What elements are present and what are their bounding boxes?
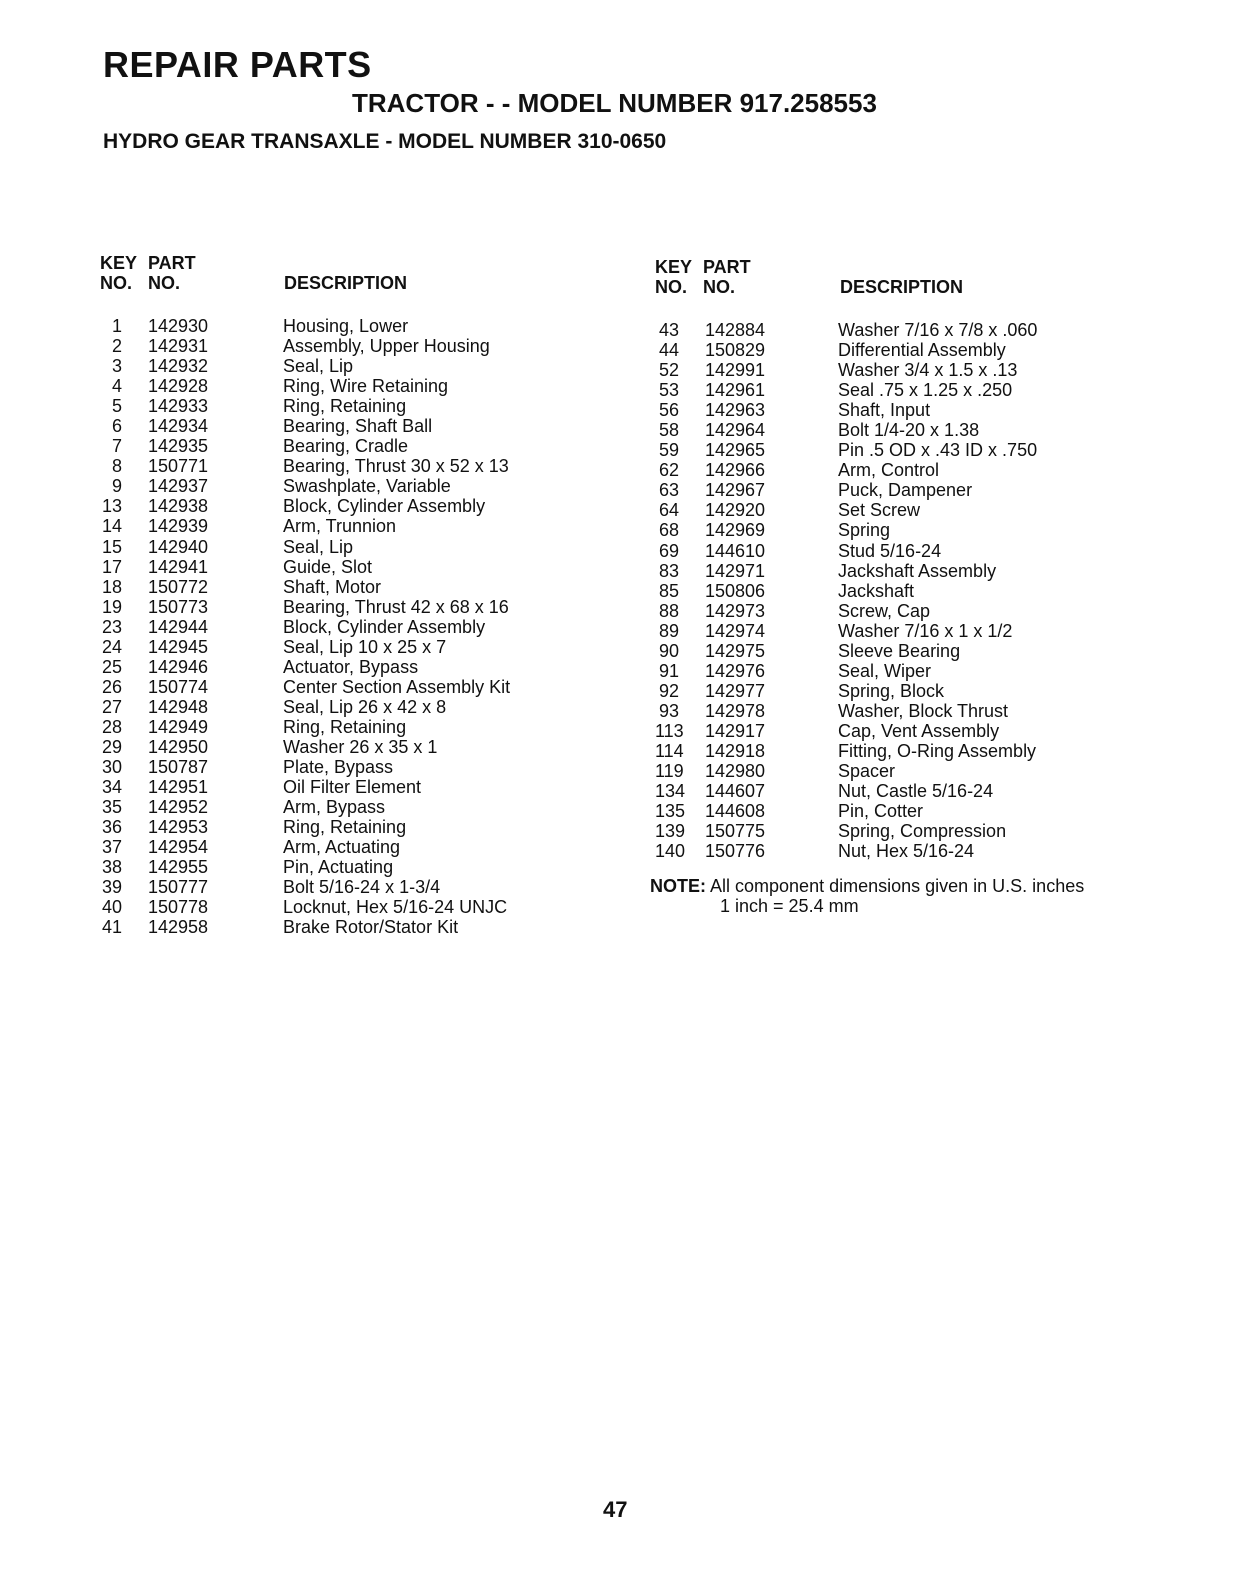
part-no-cell: 142954	[148, 837, 209, 858]
key-no-cell: 6	[111, 416, 122, 437]
key-no-cell: 139	[655, 821, 686, 842]
key-no-cell: 64	[658, 500, 679, 521]
description-cell: Bolt 5/16-24 x 1-3/4	[283, 877, 441, 898]
key-no-cell: 56	[658, 400, 679, 421]
description-cell: Spring	[838, 520, 891, 541]
description-cell: Swashplate, Variable	[283, 476, 451, 497]
key-no-cell: 2	[111, 336, 122, 357]
part-no-cell: 142966	[705, 460, 766, 481]
part-no-cell: 142946	[148, 656, 209, 677]
description-cell: Ring, Retaining	[283, 396, 407, 417]
key-header: KEY	[100, 253, 138, 273]
note-label: NOTE:	[650, 876, 706, 896]
part-no-header: NO.	[703, 277, 736, 297]
description-cell: Pin, Cotter	[838, 801, 924, 822]
dimensions-note	[650, 876, 1085, 916]
part-no-cell: 142920	[705, 500, 766, 521]
part-no-cell: 142964	[705, 420, 766, 441]
part-header: PART	[703, 257, 751, 277]
part-no-cell: 142917	[705, 720, 766, 741]
part-no-cell: 150829	[705, 340, 766, 361]
note-conversion: 1 inch = 25.4 mm	[720, 896, 859, 916]
key-no-cell: 38	[101, 857, 122, 878]
part-no-cell: 142884	[705, 320, 766, 340]
part-no-cell: 142976	[705, 660, 766, 681]
part-no-cell: 142974	[705, 620, 766, 641]
key-no-cell: 25	[101, 656, 122, 677]
part-no-cell: 142952	[148, 797, 209, 818]
key-no-cell: 13	[101, 496, 122, 517]
key-no-header: NO.	[100, 273, 133, 293]
key-no-cell: 119	[655, 761, 684, 782]
description-cell: Bearing, Shaft Ball	[283, 416, 433, 437]
description-cell: Oil Filter Element	[283, 777, 422, 798]
part-no-cell: 150787	[148, 757, 209, 778]
description-cell: Pin, Actuating	[283, 857, 394, 878]
part-no-cell: 142973	[705, 600, 766, 621]
description-cell: Bearing, Thrust 30 x 52 x 13	[283, 456, 509, 477]
key-no-cell: 9	[111, 476, 122, 497]
description-cell: Screw, Cap	[838, 600, 931, 621]
description-cell: Stud 5/16-24	[838, 540, 942, 561]
description-cell: Block, Cylinder Assembly	[283, 616, 486, 637]
key-no-cell: 24	[101, 636, 122, 657]
key-no-cell: 90	[658, 640, 679, 661]
key-no-cell: 26	[101, 676, 122, 697]
key-no-cell: 88	[658, 600, 679, 621]
key-no-cell: 39	[101, 877, 122, 898]
key-no-cell: 35	[101, 797, 122, 818]
description-cell: Housing, Lower	[283, 316, 409, 336]
key-no-cell: 89	[658, 620, 679, 641]
part-no-cell: 142941	[148, 556, 209, 577]
part-no-cell: 144607	[705, 781, 766, 802]
key-no-cell: 28	[101, 716, 122, 737]
part-no-cell: 142958	[148, 917, 209, 938]
description-cell: Spring, Compression	[838, 821, 1007, 842]
part-no-cell: 142930	[148, 316, 209, 336]
description-cell: Spring, Block	[838, 680, 945, 701]
page-title: REPAIR PARTS	[103, 44, 372, 85]
part-no-cell: 142932	[148, 356, 209, 377]
key-no-cell: 29	[101, 736, 122, 757]
key-no-cell: 114	[655, 740, 684, 761]
description-cell: Cap, Vent Assembly	[838, 720, 1000, 741]
key-no-cell: 17	[101, 556, 122, 577]
key-no-cell: 140	[655, 841, 686, 862]
description-header: DESCRIPTION	[284, 273, 408, 293]
part-no-cell: 142949	[148, 716, 209, 737]
description-cell: Seal, Lip 10 x 25 x 7	[283, 636, 447, 657]
description-cell: Differential Assembly	[838, 340, 1006, 361]
description-cell: Washer 7/16 x 7/8 x .060	[838, 320, 1038, 340]
description-cell: Fitting, O-Ring Assembly	[838, 740, 1037, 761]
part-no-cell: 142967	[705, 480, 766, 501]
key-no-cell: 134	[655, 781, 686, 802]
description-cell: Arm, Actuating	[283, 837, 401, 858]
description-cell: Bolt 1/4-20 x 1.38	[838, 420, 980, 441]
transaxle-model-heading: HYDRO GEAR TRANSAXLE - MODEL NUMBER 310-0650	[103, 130, 667, 153]
key-no-cell: 36	[101, 817, 122, 838]
key-no-cell: 68	[658, 520, 679, 541]
key-no-cell: 30	[101, 757, 122, 778]
part-no-cell: 150773	[148, 596, 209, 617]
description-cell: Assembly, Upper Housing	[283, 336, 490, 357]
description-cell: Shaft, Motor	[283, 576, 382, 597]
part-no-cell: 142953	[148, 817, 209, 838]
description-cell: Sleeve Bearing	[838, 640, 961, 661]
description-cell: Washer 7/16 x 1 x 1/2	[838, 620, 1013, 641]
part-no-cell: 142991	[705, 360, 766, 381]
part-no-cell: 142918	[705, 740, 766, 761]
key-no-cell: 4	[111, 376, 122, 397]
part-no-cell: 142938	[148, 496, 209, 517]
description-cell: Nut, Castle 5/16-24	[838, 781, 994, 802]
key-no-cell: 135	[655, 801, 686, 822]
key-no-cell: 40	[101, 897, 122, 918]
key-no-cell: 7	[111, 436, 122, 457]
description-cell: Bearing, Thrust 42 x 68 x 16	[283, 596, 509, 617]
description-cell: Actuator, Bypass	[283, 656, 419, 677]
key-no-cell: 41	[101, 917, 122, 938]
description-cell: Plate, Bypass	[283, 757, 394, 778]
part-no-cell: 142978	[705, 700, 766, 721]
part-no-cell: 142969	[705, 520, 766, 541]
part-no-cell: 150778	[148, 897, 209, 918]
key-no-cell: 59	[658, 440, 679, 461]
key-no-cell: 44	[658, 340, 679, 361]
key-no-cell: 43	[658, 320, 679, 340]
part-no-cell: 150806	[705, 580, 766, 601]
part-no-cell: 150776	[705, 841, 766, 862]
description-cell: Arm, Trunnion	[283, 516, 397, 537]
key-no-cell: 83	[658, 560, 679, 581]
key-no-cell: 52	[658, 360, 679, 381]
part-no-cell: 142971	[705, 560, 766, 581]
part-no-cell: 142955	[148, 857, 209, 878]
description-cell: Pin .5 OD x .43 ID x .750	[838, 440, 1038, 461]
description-cell: Seal .75 x 1.25 x .250	[838, 380, 1013, 401]
page-number: 47	[603, 1497, 628, 1522]
description-cell: Ring, Retaining	[283, 817, 407, 838]
description-cell: Puck, Dampener	[838, 480, 973, 501]
part-no-header: NO.	[148, 273, 181, 293]
part-no-cell: 144608	[705, 801, 766, 822]
note-text: All component dimensions given in U.S. inches	[710, 876, 1085, 896]
key-no-cell: 69	[658, 540, 679, 561]
description-cell: Center Section Assembly Kit	[283, 676, 511, 697]
key-no-cell: 113	[655, 720, 684, 741]
key-no-cell: 18	[101, 576, 122, 597]
description-cell: Spacer	[838, 761, 896, 782]
key-no-cell: 85	[658, 580, 679, 601]
part-no-cell: 150771	[148, 456, 209, 477]
key-no-cell: 15	[101, 536, 122, 557]
key-no-cell: 3	[111, 356, 122, 377]
description-cell: Washer 3/4 x 1.5 x .13	[838, 360, 1018, 381]
description-cell: Jackshaft	[838, 580, 915, 601]
key-no-cell: 14	[101, 516, 122, 537]
key-no-cell: 5	[111, 396, 122, 417]
key-no-cell: 37	[101, 837, 122, 858]
description-cell: Washer 26 x 35 x 1	[283, 736, 438, 757]
part-no-cell: 142934	[148, 416, 209, 437]
part-no-cell: 150775	[705, 821, 766, 842]
description-cell: Guide, Slot	[283, 556, 373, 577]
part-no-cell: 150774	[148, 676, 209, 697]
description-header: DESCRIPTION	[840, 277, 964, 297]
part-no-cell: 142951	[148, 777, 209, 798]
description-cell: Washer, Block Thrust	[838, 700, 1009, 721]
key-no-cell: 91	[658, 660, 679, 681]
description-cell: Ring, Retaining	[283, 716, 407, 737]
part-no-cell: 142933	[148, 396, 209, 417]
key-no-cell: 62	[658, 460, 679, 481]
part-no-cell: 142939	[148, 516, 209, 537]
description-cell: Seal, Lip	[283, 356, 354, 377]
description-cell: Bearing, Cradle	[283, 436, 409, 457]
part-no-cell: 142935	[148, 436, 209, 457]
description-cell: Brake Rotor/Stator Kit	[283, 917, 459, 938]
part-no-cell: 142928	[148, 376, 209, 397]
part-no-cell: 144610	[705, 540, 766, 561]
description-cell: Arm, Bypass	[283, 797, 386, 818]
key-no-cell: 34	[101, 777, 122, 798]
part-header: PART	[148, 253, 196, 273]
description-cell: Shaft, Input	[838, 400, 931, 421]
key-no-cell: 93	[658, 700, 679, 721]
part-no-cell: 142965	[705, 440, 766, 461]
description-cell: Jackshaft Assembly	[838, 560, 997, 581]
description-cell: Nut, Hex 5/16-24	[838, 841, 975, 862]
part-no-cell: 142975	[705, 640, 766, 661]
description-cell: Seal, Lip	[283, 536, 354, 557]
part-no-cell: 142944	[148, 616, 209, 637]
part-no-cell: 142977	[705, 680, 766, 701]
key-no-cell: 8	[111, 456, 122, 477]
key-no-cell: 27	[101, 696, 122, 717]
description-cell: Seal, Lip 26 x 42 x 8	[283, 696, 447, 717]
part-no-cell: 142945	[148, 636, 209, 657]
key-no-cell: 92	[658, 680, 679, 701]
key-no-header: NO.	[655, 277, 688, 297]
description-cell: Set Screw	[838, 500, 921, 521]
part-no-cell: 142940	[148, 536, 209, 557]
key-no-cell: 63	[658, 480, 679, 501]
description-cell: Block, Cylinder Assembly	[283, 496, 486, 517]
key-no-cell: 58	[658, 420, 679, 441]
description-cell: Ring, Wire Retaining	[283, 376, 449, 397]
part-no-cell: 150777	[148, 877, 209, 898]
description-cell: Arm, Control	[838, 460, 940, 481]
part-no-cell: 142980	[705, 761, 766, 782]
part-no-cell: 142961	[705, 380, 766, 401]
part-no-cell: 142937	[148, 476, 209, 497]
part-no-cell: 142963	[705, 400, 766, 421]
description-cell: Locknut, Hex 5/16-24 UNJC	[283, 897, 508, 918]
part-no-cell: 142950	[148, 736, 209, 757]
key-no-cell: 53	[658, 380, 679, 401]
key-no-cell: 19	[101, 596, 122, 617]
tractor-model-heading: TRACTOR - - MODEL NUMBER 917.258553	[352, 88, 877, 118]
part-no-cell: 150772	[148, 576, 209, 597]
key-no-cell: 23	[101, 616, 122, 637]
part-no-cell: 142931	[148, 336, 209, 357]
description-cell: Seal, Wiper	[838, 660, 932, 681]
key-no-cell: 1	[111, 316, 122, 336]
part-no-cell: 142948	[148, 696, 209, 717]
key-header: KEY	[655, 257, 693, 277]
